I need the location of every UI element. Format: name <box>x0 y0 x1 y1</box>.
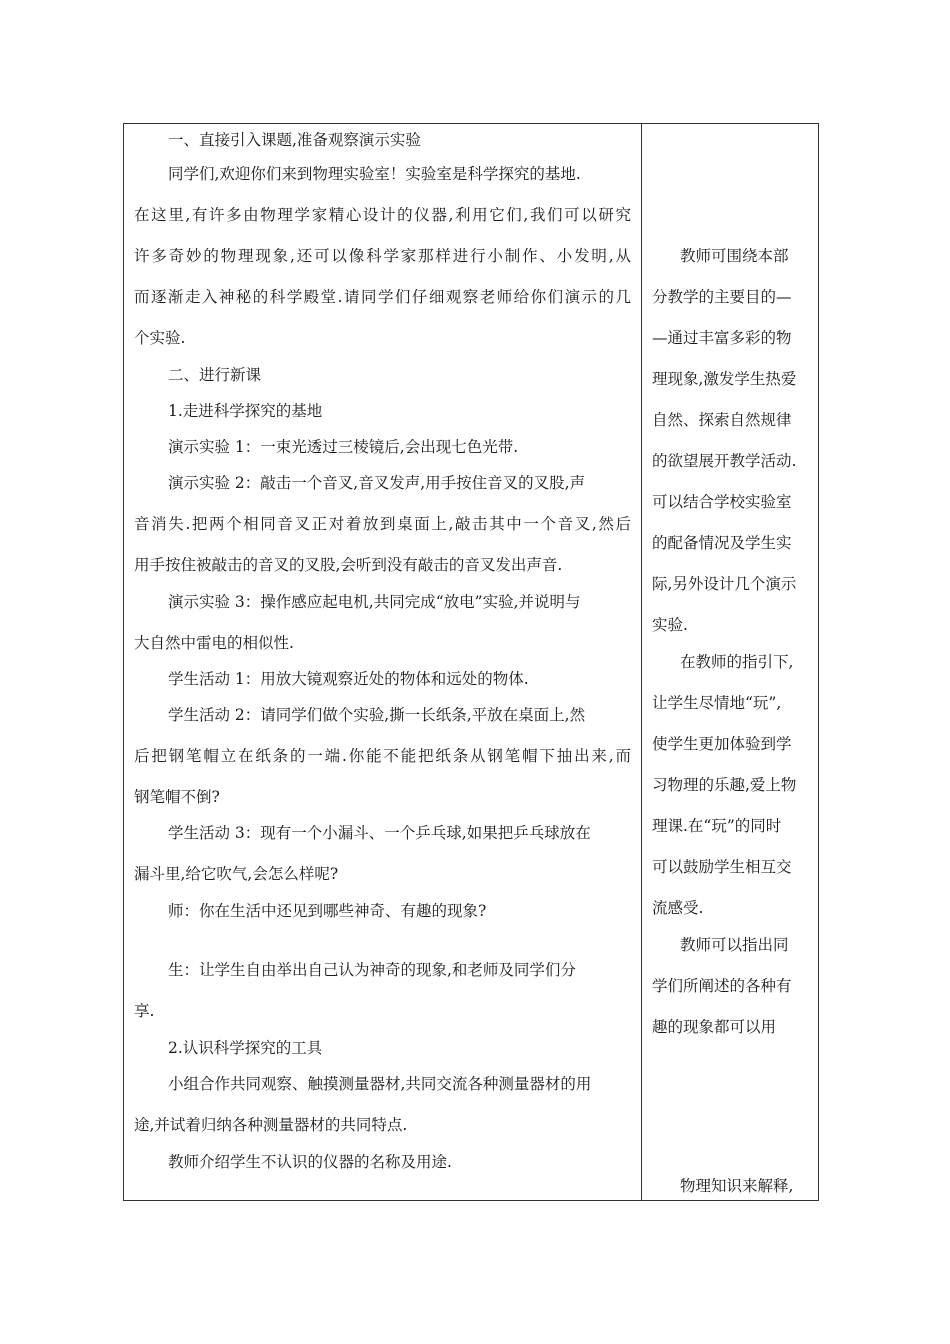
note-line: 自然、探索自然规律 <box>652 411 792 429</box>
paragraph-line: 许多奇妙的物理现象,还可以像科学家那样进行小制作、小发明,从 <box>134 247 631 265</box>
paragraph-line: 享. <box>134 1002 155 1020</box>
paragraph-line: 用手按住被敲击的音叉的叉股,会听到没有敲击的音叉发出声音. <box>134 556 563 574</box>
teacher-question: 师：你在生活中还见到哪些神奇、有趣的现象? <box>168 902 487 920</box>
paragraph-line: 个实验. <box>134 329 186 347</box>
paragraph-line: 而逐渐走入神秘的科学殿堂.请同学们仔细观察老师给你们演示的几 <box>134 288 631 306</box>
note-line: 趣的现象都可以用 <box>652 1018 777 1036</box>
paragraph-line: 后把钢笔帽立在纸条的一端.你能不能把纸条从钢笔帽下抽出来,而 <box>134 747 631 765</box>
note-line: 让学生尽情地“玩”, <box>652 694 782 712</box>
student-response: 生：让学生自由举出自己认为神奇的现象,和老师及同学们分 <box>168 961 576 979</box>
note-line: 实验. <box>652 616 688 634</box>
paragraph-line: 音消失.把两个相同音叉正对着放到桌面上,敲击其中一个音叉,然后 <box>134 515 631 533</box>
note-line: 教师可以指出同 <box>680 936 789 954</box>
note-line: 分教学的主要目的— <box>652 288 792 306</box>
paragraph-line: 在这里,有许多由物理学家精心设计的仪器,利用它们,我们可以研究 <box>134 206 631 224</box>
note-line: 际,另外设计几个演示 <box>652 575 797 593</box>
subsection-heading: 1.走进科学探究的基地 <box>168 402 323 420</box>
note-line: 流感受. <box>652 899 704 917</box>
note-line: 使学生更加体验到学 <box>652 735 792 753</box>
paragraph-line: 途,并试着归纳各种测量器材的共同特点. <box>134 1116 408 1134</box>
note-line: 教师可围绕本部 <box>680 247 789 265</box>
note-line: 可以鼓励学生相互交 <box>652 858 792 876</box>
student-activity-2: 学生活动 2：请同学们做个实验,撕一长纸条,平放在桌面上,然 <box>168 706 586 724</box>
note-line: 习物理的乐趣,爱上物 <box>652 776 797 794</box>
note-line: 的欲望展开教学活动. <box>652 452 797 470</box>
section-heading-new-lesson: 二、进行新课 <box>168 366 262 384</box>
section-heading-intro: 一、直接引入课题,准备观察演示实验 <box>168 131 421 149</box>
note-line: —通过丰富多彩的物 <box>652 329 792 347</box>
student-activity-1: 学生活动 1：用放大镜观察近处的物体和远处的物体. <box>168 670 529 688</box>
note-line: 可以结合学校实验室 <box>652 493 792 511</box>
paragraph-line: 漏斗里,给它吹气,会怎么样呢? <box>134 865 339 883</box>
note-line: 在教师的指引下, <box>680 653 794 671</box>
note-line: 的配备情况及学生实 <box>652 534 792 552</box>
demo-experiment-3: 演示实验 3：操作感应起电机,共同完成“放电”实验,并说明与 <box>168 593 581 611</box>
student-activity-3: 学生活动 3：现有一个小漏斗、一个乒乓球,如果把乒乓球放在 <box>168 824 591 842</box>
paragraph-line: 大自然中雷电的相似性. <box>134 634 294 652</box>
note-line: 物理知识来解释, <box>680 1177 794 1195</box>
note-line: 学们所阐述的各种有 <box>652 977 792 995</box>
paragraph-line: 小组合作共同观察、触摸测量器材,共同交流各种测量器材的用 <box>168 1075 592 1093</box>
note-line: 理课.在“玩”的同时 <box>652 817 782 835</box>
paragraph-line: 同学们,欢迎你们来到物理实验室！实验室是科学探究的基地. <box>168 165 581 183</box>
demo-experiment-1: 演示实验 1：一束光透过三棱镜后,会出现七色光带. <box>168 438 519 456</box>
demo-experiment-2: 演示实验 2：敲击一个音叉,音叉发声,用手按住音叉的叉股,声 <box>168 474 586 492</box>
subsection-heading: 2.认识科学探究的工具 <box>168 1039 323 1057</box>
paragraph-line: 教师介绍学生不认识的仪器的名称及用途. <box>168 1153 452 1171</box>
paragraph-line: 钢笔帽不倒? <box>134 788 220 806</box>
lesson-plan-table <box>123 123 819 1201</box>
note-line: 理现象,激发学生热爱 <box>652 370 797 388</box>
